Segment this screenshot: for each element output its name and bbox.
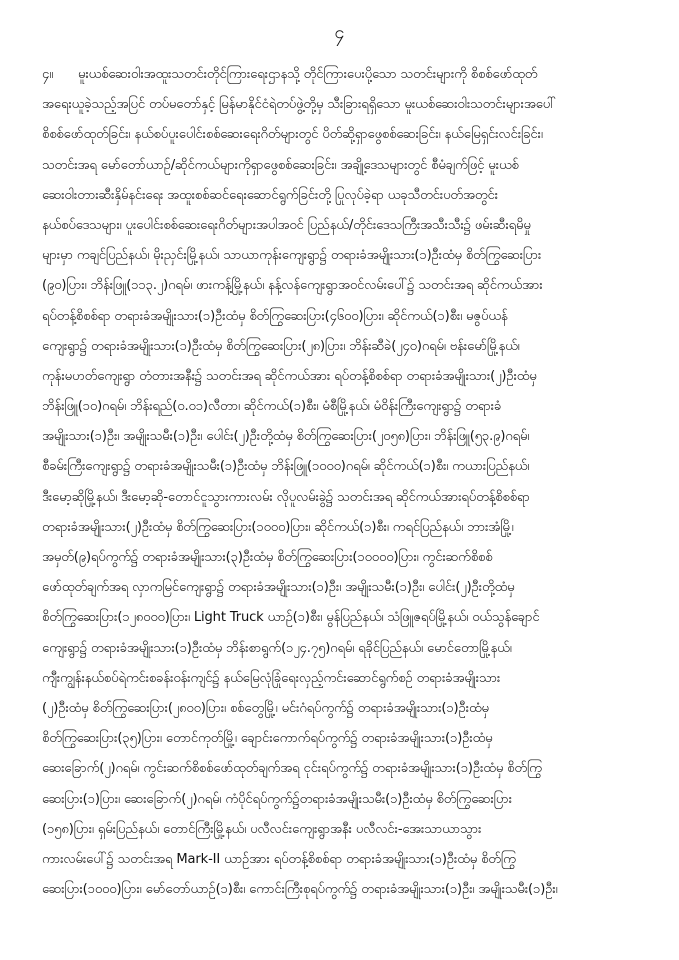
page-number: ၄ xyxy=(334,22,345,43)
text-line: ကျီးကျွန်းနယ်စပ်ရဲကင်းစခန်းဝန်းကျင်၌ နယ်မြေလုံခြုံရေးလှည့်ကင်းဆောင်ရွက်စဉ် တရားခံအမျိုးသား xyxy=(42,670,501,686)
text-line-content: မူးယစ်ဆေးဝါးအထူးသတင်းတိုင်ကြားရေးဌာနသို့ တိုင်ကြားပေးပို့သော သတင်းများကို စိစစ်ဖော်ထုတ် xyxy=(78,67,538,82)
text-line: အရေးယူခဲ့သည့်အပြင် တပ်မတော်နှင့် မြန်မာနိုင်ငံရဲတပ်ဖွဲ့တို့မှ သီးခြားရရှိသော မူးယစ်ဆေးဝါးသတင်းများအပေါ် xyxy=(42,97,557,113)
paragraph-number: ၄။ xyxy=(42,67,54,82)
text-line: ဆေးခြောက်(၂)ဂရမ်၊ ကွင်းဆက်စိစစ်ဖော်ထုတ်ချက်အရ ငုင်းရပ်ကွက်၌ တရားခံအမျိုးသား(၁)ဦးထံမှ စိတ်ကြွ xyxy=(42,761,542,777)
text-line: (၁၅၈)ပြား၊ ရှမ်းပြည်နယ်၊ တောင်ကြီးမြို့နယ်၊ ပလီလင်းကျေးရွာအနီး ပလီလင်း-အေးသာယာသွား xyxy=(42,821,482,837)
text-line: ရပ်တန့်စိစစ်ရာ တရားခံအမျိုးသား(၁)ဦးထံမှ စိတ်ကြွဆေးပြား(၄၆၀၀)ပြား၊ ဆိုင်ကယ်(၁)စီး၊ မဇွပ်ယန် xyxy=(42,308,508,324)
text-line: နယ်စပ်ဒေသများ၊ ပူးပေါင်းစစ်ဆေးရေးဂိတ်များအပါအဝင် ပြည်နယ်/တိုင်းဒေသကြီးအသီးသီး၌ ဖမ်းဆီးရမိမှု xyxy=(42,217,531,233)
text-line: အမှတ်(၉)ရပ်ကွက်၌ တရားခံအမျိုးသား(၃)ဦးထံမှ စိတ်ကြွဆေးပြား(၁၀၀၀၀)ပြား၊ ကွင်းဆက်စိစစ် xyxy=(42,550,493,565)
text-line xyxy=(42,60,648,90)
document-body xyxy=(42,60,648,905)
text-line: စိတ်ကြွဆေးပြား(၃၅)ပြား၊ တောင်ကုတ်မြို့၊ ချောင်းကောက်ရပ်ကွက်၌ တရားခံအမျိုးသား(၁)ဦးထံမှ xyxy=(42,731,493,747)
text-line: များမှာ ကချင်ပြည်နယ်၊ မိုးညှင်းမြို့နယ်၊ သာယာကုန်းကျေးရွာ၌ တရားခံအမျိုးသား(၁)ဦးထံမှ စိတ်ကြွဆေးပြား xyxy=(42,248,542,264)
text-line: ဆေးပြား(၁၀၀၀)ပြား၊ မော်တော်ယာဉ်(၁)စီး၊ ကောင်းကြီးစုရပ်ကွက်၌ တရားခံအမျိုးသား(၁)ဦး၊ အမျိုးသမီး(၁)ဦး၊ xyxy=(42,882,558,898)
text-line: တရားခံအမျိုးသား(၂)ဦးထံမှ စိတ်ကြွဆေးပြား(၁၀၀၀)ပြား၊ ဆိုင်ကယ်(၁)စီး၊ ကရင်ပြည်နယ်၊ ဘားအံမြို့၊ xyxy=(42,519,514,535)
text-line: (၂)ဦးထံမှ စိတ်ကြွဆေးပြား(၂၈၀၀)ပြား၊ စစ်တွေမြို့၊ မင်းဂံရပ်ကွက်၌ တရားခံအမျိုးသား(၁)ဦးထံမှ xyxy=(42,700,489,716)
text-line: စိတ်ကြွဆေးပြား(၁၂၈၀၀၀)ပြား၊ Light Truck ယာဉ်(၁)စီး၊ မွန်ပြည်နယ်၊ သံဖြူဇရပ်မြို့နယ်၊ ဝယ်သွန်ချောင် xyxy=(42,610,540,626)
text-line: ကုန်းမဟတ်ကျေးရွာ တံတားအနီး၌ သတင်းအရ ဆိုင်ကယ်အား ရပ်တန့်စိစစ်ရာ တရားခံအမျိုးသား(၂)ဦးထံမှ xyxy=(42,368,537,384)
text-line: ဆေးပြား(၁)ပြား၊ ဆေးခြောက်(၂)ဂရမ်၊ ကံပိုင်ရပ်ကွက်၌တရားခံအမျိုးသမီး(၁)ဦးထံမှ စိတ်ကြွဆေးပြား xyxy=(42,791,512,807)
text-line: သတင်းအရ မော်တော်ယာဉ်/ဆိုင်ကယ်များကိုရှာဖွေစစ်ဆေးခြင်း၊ အချို့ဒေသများတွင် စီမံချက်ဖြင့် မူးယစ် xyxy=(42,157,519,173)
text-line: စိစစ်ဖော်ထုတ်ခြင်း၊ နယ်စပ်ပူးပေါင်းစစ်ဆေးရေးဂိတ်များတွင် ပိတ်ဆို့ရှာဖွေစစ်ဆေးခြင်း၊ နယ်မြေရှင်းလင်းခြင်း၊ xyxy=(42,127,543,143)
text-line: ကျေးရွာ၌ တရားခံအမျိုးသား(၁)ဦးထံမှ ဘိန်းစာရွက်(၁၂၄.၇၅)ဂရမ်၊ ရခိုင်ပြည်နယ်၊ မောင်တောမြို့နယ်၊ xyxy=(42,640,512,656)
text-line: ဘိန်းဖြူ(၁၀)ဂရမ်၊ ဘိန်းရည်(၀.၀၁)လီတာ၊ ဆိုင်ကယ်(၁)စီး၊ မံစီမြို့နယ်၊ မံဝိန်းကြီးကျေးရွာ၌ တရားခံ xyxy=(42,399,502,415)
text-line: (၉၀)ပြား၊ ဘိန်းဖြူ(၁၁၃.၂)ဂရမ်၊ ဖားကန့်မြို့နယ်၊ နန့်လန်ကျေးရွာအဝင်လမ်းပေါ်၌ သတင်းအရ ဆိုင်ကယ်အား xyxy=(42,278,543,294)
text-line: ဒီးမော့ဆိုမြို့နယ်၊ ဒီးမော့ဆို-တောင်ငူသွားကားလမ်း လိုပူလမ်းခွဲ၌ သတင်းအရ ဆိုင်ကယ်အားရပ်တန့်စိစစ်ရာ xyxy=(42,489,530,505)
text-line: အမျိုးသား(၁)ဦး၊ အမျိုးသမီး(၁)ဦး၊ ပေါင်း(၂)ဦးတို့ထံမှ စိတ်ကြွဆေးပြား(၂၀၅၈)ပြား၊ ဘိန်းဖြူ(၅၃.၉)ဂရမ်၊ xyxy=(42,429,530,445)
text-line: ကျေးရွာ၌ တရားခံအမျိုးသား(၁)ဦးထံမှ စိတ်ကြွဆေးပြား(၂၈)ပြား၊ ဘိန်းဆီခဲ(၂၄၀)ဂရမ်၊ ဗန်းမော်မြို့နယ်၊ xyxy=(42,338,520,354)
text-line: စီခမ်းကြီးကျေးရွာ၌ တရားခံအမျိုးသမီး(၁)ဦးထံမှ ဘိန်းဖြူ(၁၀၀၀)ဂရမ်၊ ဆိုင်ကယ်(၁)စီး၊ ကယားပြည်နယ်၊ xyxy=(42,459,530,475)
text-line: ကားလမ်းပေါ်၌ သတင်းအရ Mark-II ယာဉ်အား ရပ်တန့်စိစစ်ရာ တရားခံအမျိုးသား(၁)ဦးထံမှ စိတ်ကြွ xyxy=(42,851,516,867)
text-line: ဖော်ထုတ်ချက်အရ လှာကမြင်ကျေးရွာ၌ တရားခံအမျိုးသား(၁)ဦး၊ အမျိုးသမီး(၁)ဦး၊ ပေါင်း(၂)ဦးတို့ထံမှ xyxy=(42,580,515,596)
text-line: ဆေးဝါးတားဆီးနှိမ်နင်းရေး အထူးစစ်ဆင်ရေးဆောင်ရွက်ခြင်းတို့ ပြုလုပ်ခဲ့ရာ ယခုသီတင်းပတ်အတွင်း xyxy=(42,187,498,203)
